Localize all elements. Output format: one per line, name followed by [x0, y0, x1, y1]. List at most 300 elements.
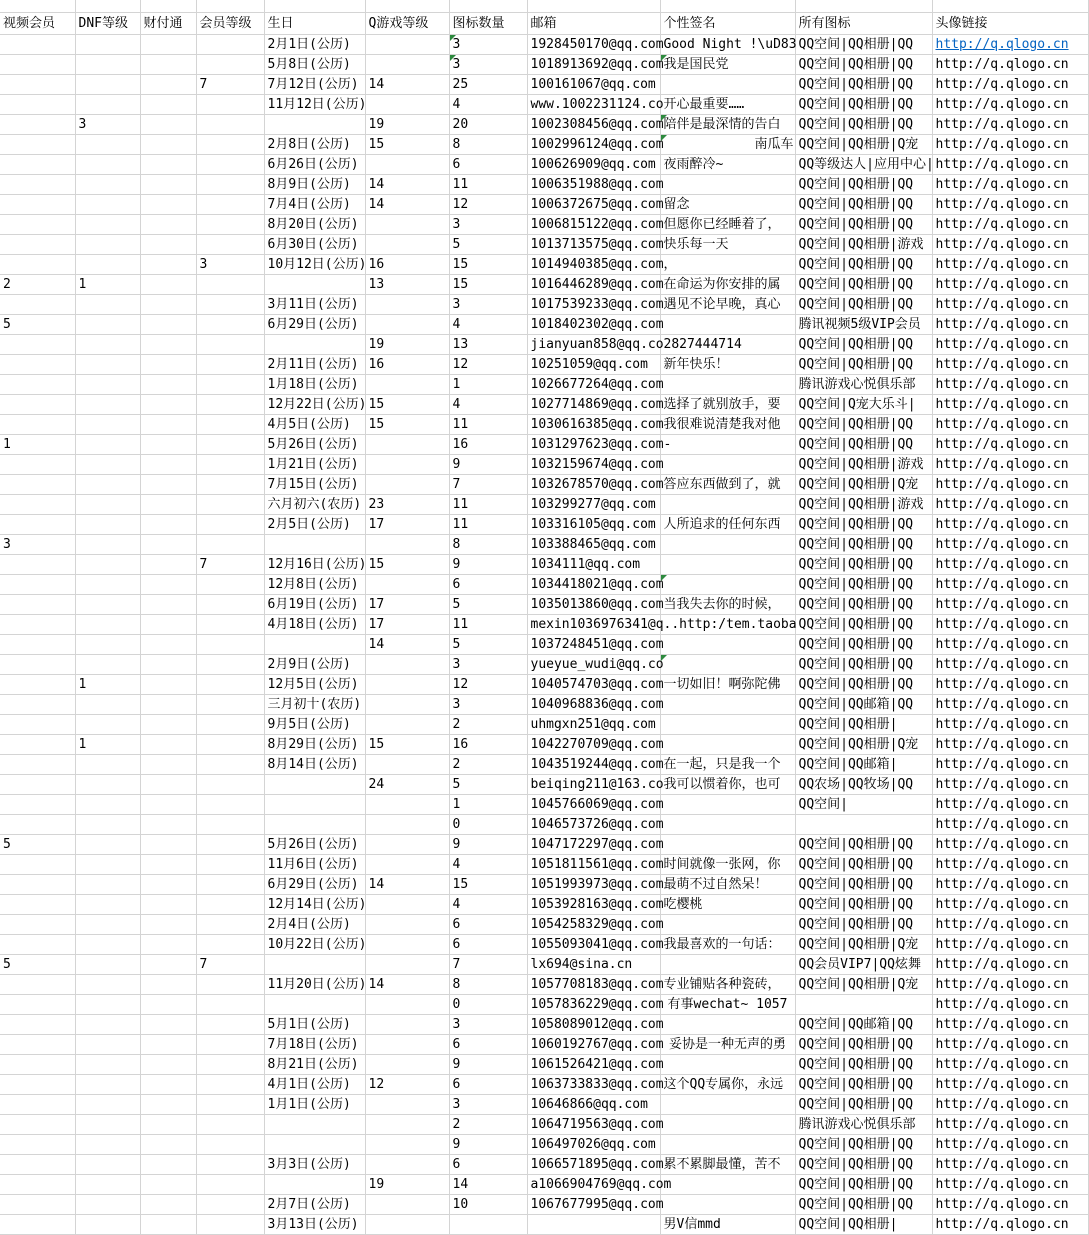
clipped-cell[interactable] [264, 0, 365, 13]
cell-q[interactable] [365, 1035, 449, 1055]
cell-i[interactable]: 0 [449, 995, 527, 1015]
cell-ic[interactable]: QQ空间|QQ相册|QQ [795, 435, 932, 455]
cell-a[interactable]: http://q.qlogo.cn [932, 995, 1088, 1015]
cell-d[interactable] [75, 1075, 140, 1095]
cell-b[interactable]: 2月9日(公历) [264, 655, 365, 675]
cell-q[interactable]: 14 [365, 195, 449, 215]
cell-q[interactable] [365, 95, 449, 115]
cell-v[interactable] [0, 475, 75, 495]
cell-e[interactable]: 1054258329@qq.com [527, 915, 660, 935]
cell-b[interactable]: 2月7日(公历) [264, 1195, 365, 1215]
cell-t[interactable] [140, 855, 196, 875]
cell-ic[interactable]: QQ空间|QQ相册|Q宠 [795, 975, 932, 995]
cell-e[interactable]: 100161067@qq.com [527, 75, 660, 95]
cell-s[interactable] [660, 695, 795, 715]
cell-v[interactable] [0, 595, 75, 615]
cell-q[interactable]: 14 [365, 875, 449, 895]
cell-m[interactable] [196, 1195, 264, 1215]
cell-b[interactable]: 6月29日(公历) [264, 875, 365, 895]
cell-q[interactable] [365, 1195, 449, 1215]
cell-q[interactable] [365, 935, 449, 955]
cell-v[interactable] [0, 135, 75, 155]
cell-t[interactable] [140, 295, 196, 315]
cell-e[interactable]: 1006372675@qq.com [527, 195, 660, 215]
cell-b[interactable]: 10月22日(公历) [264, 935, 365, 955]
clipped-cell[interactable] [196, 0, 264, 13]
cell-m[interactable] [196, 415, 264, 435]
cell-i[interactable]: 5 [449, 635, 527, 655]
cell-ic[interactable]: QQ空间|QQ相册|QQ [795, 335, 932, 355]
cell-d[interactable] [75, 875, 140, 895]
column-header-b[interactable]: 生日 [264, 13, 365, 35]
cell-b[interactable]: 2月5日(公历) [264, 515, 365, 535]
cell-d[interactable] [75, 355, 140, 375]
cell-d[interactable] [75, 495, 140, 515]
cell-ic[interactable]: QQ空间|QQ相册|QQ [795, 75, 932, 95]
cell-d[interactable]: 1 [75, 675, 140, 695]
cell-s[interactable]: 但愿你已经睡着了， [660, 215, 795, 235]
cell-m[interactable] [196, 975, 264, 995]
cell-q[interactable] [365, 215, 449, 235]
cell-a[interactable]: http://q.qlogo.cn [932, 455, 1088, 475]
cell-i[interactable]: 6 [449, 935, 527, 955]
cell-t[interactable] [140, 395, 196, 415]
cell-m[interactable] [196, 855, 264, 875]
cell-e[interactable]: 106497026@qq.com [527, 1135, 660, 1155]
cell-a[interactable]: http://q.qlogo.cn [932, 135, 1088, 155]
cell-d[interactable] [75, 915, 140, 935]
cell-e[interactable]: 1046573726@qq.com [527, 815, 660, 835]
cell-v[interactable] [0, 515, 75, 535]
cell-i[interactable]: 11 [449, 415, 527, 435]
cell-e[interactable]: 1037248451@qq.com [527, 635, 660, 655]
cell-t[interactable] [140, 1115, 196, 1135]
cell-d[interactable] [75, 695, 140, 715]
cell-m[interactable] [196, 55, 264, 75]
cell-d[interactable] [75, 595, 140, 615]
cell-ic[interactable]: QQ空间|QQ相册|QQ [795, 535, 932, 555]
cell-m[interactable] [196, 1115, 264, 1135]
cell-i[interactable]: 6 [449, 575, 527, 595]
cell-v[interactable] [0, 615, 75, 635]
cell-t[interactable] [140, 1015, 196, 1035]
cell-a[interactable]: http://q.qlogo.cn [932, 955, 1088, 975]
cell-i[interactable]: 8 [449, 975, 527, 995]
cell-q[interactable]: 15 [365, 135, 449, 155]
cell-e[interactable]: 1045766069@qq.com [527, 795, 660, 815]
cell-m[interactable] [196, 1155, 264, 1175]
cell-t[interactable] [140, 335, 196, 355]
cell-i[interactable]: 9 [449, 555, 527, 575]
cell-ic[interactable]: QQ会员VIP7|QQ炫舞 [795, 955, 932, 975]
cell-d[interactable] [75, 795, 140, 815]
cell-q[interactable] [365, 895, 449, 915]
cell-m[interactable] [196, 495, 264, 515]
cell-b[interactable]: 六月初六(农历) [264, 495, 365, 515]
cell-i[interactable]: 16 [449, 735, 527, 755]
cell-d[interactable] [75, 1135, 140, 1155]
cell-s[interactable]: 南瓜车 [660, 135, 795, 155]
cell-d[interactable] [75, 555, 140, 575]
cell-a[interactable]: http://q.qlogo.cn [932, 595, 1088, 615]
cell-d[interactable] [75, 535, 140, 555]
cell-v[interactable]: 3 [0, 535, 75, 555]
cell-e[interactable]: 1057708183@qq.com [527, 975, 660, 995]
cell-q[interactable] [365, 55, 449, 75]
cell-v[interactable]: 5 [0, 835, 75, 855]
cell-i[interactable]: 9 [449, 1055, 527, 1075]
cell-m[interactable] [196, 595, 264, 615]
cell-v[interactable] [0, 995, 75, 1015]
cell-q[interactable] [365, 35, 449, 55]
cell-e[interactable]: 1030616385@qq.com [527, 415, 660, 435]
cell-q[interactable]: 17 [365, 595, 449, 615]
cell-q[interactable]: 13 [365, 275, 449, 295]
cell-d[interactable] [75, 1175, 140, 1195]
cell-e[interactable]: 1053928163@qq.com [527, 895, 660, 915]
cell-t[interactable] [140, 95, 196, 115]
cell-t[interactable] [140, 435, 196, 455]
cell-ic[interactable]: QQ空间|QQ相册|Q宠 [795, 735, 932, 755]
cell-i[interactable]: 6 [449, 1035, 527, 1055]
cell-t[interactable] [140, 755, 196, 775]
cell-s[interactable]: 人所追求的任何东西 [660, 515, 795, 535]
cell-m[interactable] [196, 295, 264, 315]
cell-ic[interactable]: QQ空间|QQ邮箱|QQ [795, 1015, 932, 1035]
cell-b[interactable]: 6月29日(公历) [264, 315, 365, 335]
avatar-link[interactable]: http://q.qlogo.cn [935, 37, 1069, 52]
cell-b[interactable]: 12月16日(公历) [264, 555, 365, 575]
cell-q[interactable] [365, 655, 449, 675]
cell-ic[interactable]: QQ空间|QQ相册|QQ [795, 175, 932, 195]
cell-i[interactable]: 13 [449, 335, 527, 355]
cell-a[interactable]: http://q.qlogo.cn [932, 1015, 1088, 1035]
cell-q[interactable] [365, 1135, 449, 1155]
cell-m[interactable] [196, 915, 264, 935]
cell-q[interactable] [365, 855, 449, 875]
cell-s[interactable] [660, 1115, 795, 1135]
cell-t[interactable] [140, 975, 196, 995]
cell-t[interactable] [140, 715, 196, 735]
cell-d[interactable] [75, 515, 140, 535]
cell-b[interactable] [264, 1175, 365, 1195]
cell-e[interactable]: 1064719563@qq.com [527, 1115, 660, 1135]
cell-s[interactable] [660, 455, 795, 475]
cell-v[interactable] [0, 875, 75, 895]
cell-q[interactable]: 15 [365, 395, 449, 415]
cell-q[interactable]: 24 [365, 775, 449, 795]
cell-d[interactable] [75, 715, 140, 735]
cell-a[interactable]: http://q.qlogo.cn [932, 895, 1088, 915]
cell-q[interactable] [365, 455, 449, 475]
cell-a[interactable]: http://q.qlogo.cn [932, 355, 1088, 375]
cell-e[interactable]: 1013713575@qq.com [527, 235, 660, 255]
cell-q[interactable] [365, 675, 449, 695]
cell-ic[interactable]: QQ空间|QQ邮箱| [795, 755, 932, 775]
cell-v[interactable] [0, 155, 75, 175]
cell-i[interactable]: 15 [449, 255, 527, 275]
cell-a[interactable]: http://q.qlogo.cn [932, 855, 1088, 875]
cell-v[interactable] [0, 175, 75, 195]
cell-v[interactable] [0, 1035, 75, 1055]
cell-b[interactable]: 7月12日(公历) [264, 75, 365, 95]
cell-t[interactable] [140, 1175, 196, 1195]
cell-b[interactable] [264, 275, 365, 295]
cell-t[interactable] [140, 235, 196, 255]
cell-q[interactable] [365, 1095, 449, 1115]
clipped-cell[interactable] [365, 0, 449, 13]
cell-e[interactable]: beiqing211@163.co [527, 775, 660, 795]
cell-q[interactable] [365, 915, 449, 935]
cell-a[interactable]: http://q.qlogo.cn [932, 975, 1088, 995]
cell-t[interactable] [140, 1035, 196, 1055]
cell-e[interactable]: 1063733833@qq.com [527, 1075, 660, 1095]
cell-s[interactable]: 妥协是一种无声的勇 [660, 1035, 795, 1055]
cell-d[interactable] [75, 475, 140, 495]
cell-a[interactable]: http://q.qlogo.cn [932, 235, 1088, 255]
cell-q[interactable] [365, 795, 449, 815]
cell-q[interactable] [365, 155, 449, 175]
cell-q[interactable]: 14 [365, 175, 449, 195]
cell-i[interactable]: 3 [449, 1095, 527, 1115]
cell-s[interactable]: 答应东西做到了，就 [660, 475, 795, 495]
cell-i[interactable]: 0 [449, 815, 527, 835]
cell-v[interactable] [0, 755, 75, 775]
cell-t[interactable] [140, 195, 196, 215]
cell-m[interactable] [196, 895, 264, 915]
cell-q[interactable]: 14 [365, 975, 449, 995]
cell-q[interactable] [365, 315, 449, 335]
cell-t[interactable] [140, 175, 196, 195]
cell-t[interactable] [140, 275, 196, 295]
cell-t[interactable] [140, 675, 196, 695]
cell-b[interactable]: 5月8日(公历) [264, 55, 365, 75]
cell-e[interactable] [527, 1215, 660, 1235]
cell-b[interactable]: 8月20日(公历) [264, 215, 365, 235]
cell-a[interactable]: http://q.qlogo.cn [932, 1155, 1088, 1175]
cell-v[interactable] [0, 55, 75, 75]
cell-ic[interactable]: 腾讯游戏心悦俱乐部 [795, 1115, 932, 1135]
cell-m[interactable] [196, 835, 264, 855]
cell-v[interactable] [0, 295, 75, 315]
cell-ic[interactable]: QQ空间| [795, 795, 932, 815]
cell-d[interactable] [75, 155, 140, 175]
cell-d[interactable] [75, 35, 140, 55]
cell-s[interactable]: 这个QQ专属你，永远 [660, 1075, 795, 1095]
cell-s[interactable]: 在命运为你安排的属 [660, 275, 795, 295]
cell-e[interactable]: 1042270709@qq.com [527, 735, 660, 755]
cell-e[interactable]: jianyuan858@qq.co [527, 335, 660, 355]
cell-d[interactable] [75, 975, 140, 995]
cell-e[interactable]: 1060192767@qq.com [527, 1035, 660, 1055]
cell-s[interactable]: ..http:/tem.taoba [660, 615, 795, 635]
cell-i[interactable]: 11 [449, 615, 527, 635]
cell-t[interactable] [140, 1155, 196, 1175]
cell-s[interactable]: 陪伴是最深情的告白 [660, 115, 795, 135]
cell-b[interactable] [264, 775, 365, 795]
cell-i[interactable]: 2 [449, 755, 527, 775]
cell-i[interactable]: 9 [449, 1135, 527, 1155]
cell-i[interactable]: 5 [449, 235, 527, 255]
cell-a[interactable]: http://q.qlogo.cn [932, 255, 1088, 275]
cell-b[interactable]: 3月3日(公历) [264, 1155, 365, 1175]
cell-d[interactable] [75, 1015, 140, 1035]
cell-ic[interactable]: QQ空间|QQ相册|QQ [795, 1095, 932, 1115]
cell-m[interactable] [196, 515, 264, 535]
cell-q[interactable]: 15 [365, 415, 449, 435]
cell-m[interactable] [196, 1215, 264, 1235]
cell-s[interactable] [660, 735, 795, 755]
cell-a[interactable]: http://q.qlogo.cn [932, 1135, 1088, 1155]
cell-i[interactable]: 4 [449, 315, 527, 335]
cell-v[interactable] [0, 1175, 75, 1195]
cell-t[interactable] [140, 415, 196, 435]
cell-ic[interactable]: QQ空间|QQ相册|游戏 [795, 495, 932, 515]
cell-i[interactable] [449, 1215, 527, 1235]
cell-a[interactable]: http://q.qlogo.cn [932, 1175, 1088, 1195]
cell-i[interactable]: 15 [449, 875, 527, 895]
cell-b[interactable] [264, 995, 365, 1015]
cell-ic[interactable]: QQ空间|QQ相册| [795, 1215, 932, 1235]
cell-q[interactable] [365, 695, 449, 715]
cell-a[interactable]: http://q.qlogo.cn [932, 755, 1088, 775]
cell-v[interactable] [0, 1075, 75, 1095]
cell-m[interactable] [196, 675, 264, 695]
cell-a[interactable]: http://q.qlogo.cn [932, 655, 1088, 675]
cell-e[interactable]: 1067677995@qq.com [527, 1195, 660, 1215]
cell-m[interactable] [196, 1055, 264, 1075]
cell-a[interactable]: http://q.qlogo.cn [932, 495, 1088, 515]
cell-s[interactable] [660, 715, 795, 735]
cell-q[interactable] [365, 715, 449, 735]
cell-b[interactable]: 5月26日(公历) [264, 435, 365, 455]
cell-m[interactable] [196, 275, 264, 295]
cell-ic[interactable]: QQ空间|QQ相册|QQ [795, 1075, 932, 1095]
cell-s[interactable]: 留念 [660, 195, 795, 215]
cell-b[interactable]: 4月1日(公历) [264, 1075, 365, 1095]
cell-a[interactable]: http://q.qlogo.cn [932, 815, 1088, 835]
cell-d[interactable] [75, 455, 140, 475]
cell-b[interactable]: 12月8日(公历) [264, 575, 365, 595]
cell-a[interactable]: http://q.qlogo.cn [932, 535, 1088, 555]
cell-i[interactable]: 9 [449, 455, 527, 475]
cell-i[interactable]: 5 [449, 775, 527, 795]
cell-t[interactable] [140, 255, 196, 275]
cell-v[interactable] [0, 215, 75, 235]
cell-m[interactable] [196, 195, 264, 215]
cell-ic[interactable]: QQ空间|QQ相册|QQ [795, 655, 932, 675]
cell-s[interactable] [660, 815, 795, 835]
cell-e[interactable]: 1027714869@qq.com [527, 395, 660, 415]
cell-s[interactable] [660, 315, 795, 335]
cell-ic[interactable]: QQ空间|QQ相册|QQ [795, 575, 932, 595]
cell-s[interactable] [660, 635, 795, 655]
cell-i[interactable]: 11 [449, 495, 527, 515]
cell-m[interactable] [196, 735, 264, 755]
cell-d[interactable] [75, 315, 140, 335]
cell-a[interactable]: http://q.qlogo.cn [932, 555, 1088, 575]
cell-ic[interactable]: QQ空间|QQ相册|QQ [795, 1195, 932, 1215]
cell-t[interactable] [140, 1095, 196, 1115]
cell-b[interactable]: 12月14日(公历) [264, 895, 365, 915]
cell-a[interactable]: http://q.qlogo.cn [932, 215, 1088, 235]
cell-b[interactable]: 11月12日(公历) [264, 95, 365, 115]
cell-m[interactable] [196, 455, 264, 475]
cell-e[interactable]: 1040574703@qq.com [527, 675, 660, 695]
cell-v[interactable] [0, 915, 75, 935]
cell-b[interactable] [264, 635, 365, 655]
cell-e[interactable]: 1043519244@qq.com [527, 755, 660, 775]
cell-ic[interactable]: QQ空间|QQ相册|QQ [795, 595, 932, 615]
cell-t[interactable] [140, 455, 196, 475]
cell-d[interactable] [75, 415, 140, 435]
cell-e[interactable]: 1032678570@qq.com [527, 475, 660, 495]
cell-d[interactable] [75, 1055, 140, 1075]
cell-s[interactable] [660, 575, 795, 595]
cell-e[interactable]: yueyue_wudi@qq.co [527, 655, 660, 675]
cell-b[interactable]: 8月14日(公历) [264, 755, 365, 775]
cell-t[interactable] [140, 115, 196, 135]
cell-m[interactable] [196, 1015, 264, 1035]
cell-d[interactable] [75, 855, 140, 875]
cell-t[interactable] [140, 515, 196, 535]
cell-b[interactable]: 8月29日(公历) [264, 735, 365, 755]
cell-q[interactable]: 23 [365, 495, 449, 515]
cell-q[interactable] [365, 755, 449, 775]
cell-q[interactable] [365, 375, 449, 395]
cell-m[interactable] [196, 135, 264, 155]
cell-t[interactable] [140, 135, 196, 155]
cell-i[interactable]: 5 [449, 595, 527, 615]
cell-e[interactable]: 1057836229@qq.com [527, 995, 660, 1015]
cell-t[interactable] [140, 475, 196, 495]
cell-q[interactable] [365, 1015, 449, 1035]
cell-m[interactable] [196, 175, 264, 195]
cell-v[interactable] [0, 1215, 75, 1235]
cell-b[interactable]: 7月15日(公历) [264, 475, 365, 495]
cell-t[interactable] [140, 315, 196, 335]
cell-ic[interactable]: QQ空间|QQ相册|游戏 [795, 235, 932, 255]
column-header-m[interactable]: 会员等级 [196, 13, 264, 35]
cell-t[interactable] [140, 155, 196, 175]
cell-a[interactable]: http://q.qlogo.cn [932, 735, 1088, 755]
cell-s[interactable]: 快乐每一天 [660, 235, 795, 255]
cell-v[interactable] [0, 1195, 75, 1215]
cell-s[interactable] [660, 535, 795, 555]
cell-t[interactable] [140, 775, 196, 795]
cell-b[interactable]: 3月11日(公历) [264, 295, 365, 315]
column-header-ic[interactable]: 所有图标 [795, 13, 932, 35]
cell-ic[interactable]: QQ空间|Q宠大乐斗| [795, 395, 932, 415]
cell-s[interactable]: 男V信mmd [660, 1215, 795, 1235]
cell-i[interactable]: 6 [449, 1075, 527, 1095]
cell-m[interactable] [196, 1135, 264, 1155]
cell-m[interactable] [196, 755, 264, 775]
cell-e[interactable]: 1034418021@qq.com [527, 575, 660, 595]
cell-e[interactable]: 1051993973@qq.com [527, 875, 660, 895]
cell-e[interactable]: 1051811561@qq.com [527, 855, 660, 875]
cell-ic[interactable]: QQ空间|QQ相册|QQ [795, 875, 932, 895]
cell-m[interactable] [196, 655, 264, 675]
cell-ic[interactable]: QQ空间|QQ相册|QQ [795, 35, 932, 55]
cell-ic[interactable]: QQ空间|QQ相册|QQ [795, 515, 932, 535]
cell-v[interactable] [0, 635, 75, 655]
cell-t[interactable] [140, 495, 196, 515]
cell-d[interactable] [75, 215, 140, 235]
cell-e[interactable]: 1034111@qq.com [527, 555, 660, 575]
cell-t[interactable] [140, 355, 196, 375]
cell-v[interactable] [0, 895, 75, 915]
